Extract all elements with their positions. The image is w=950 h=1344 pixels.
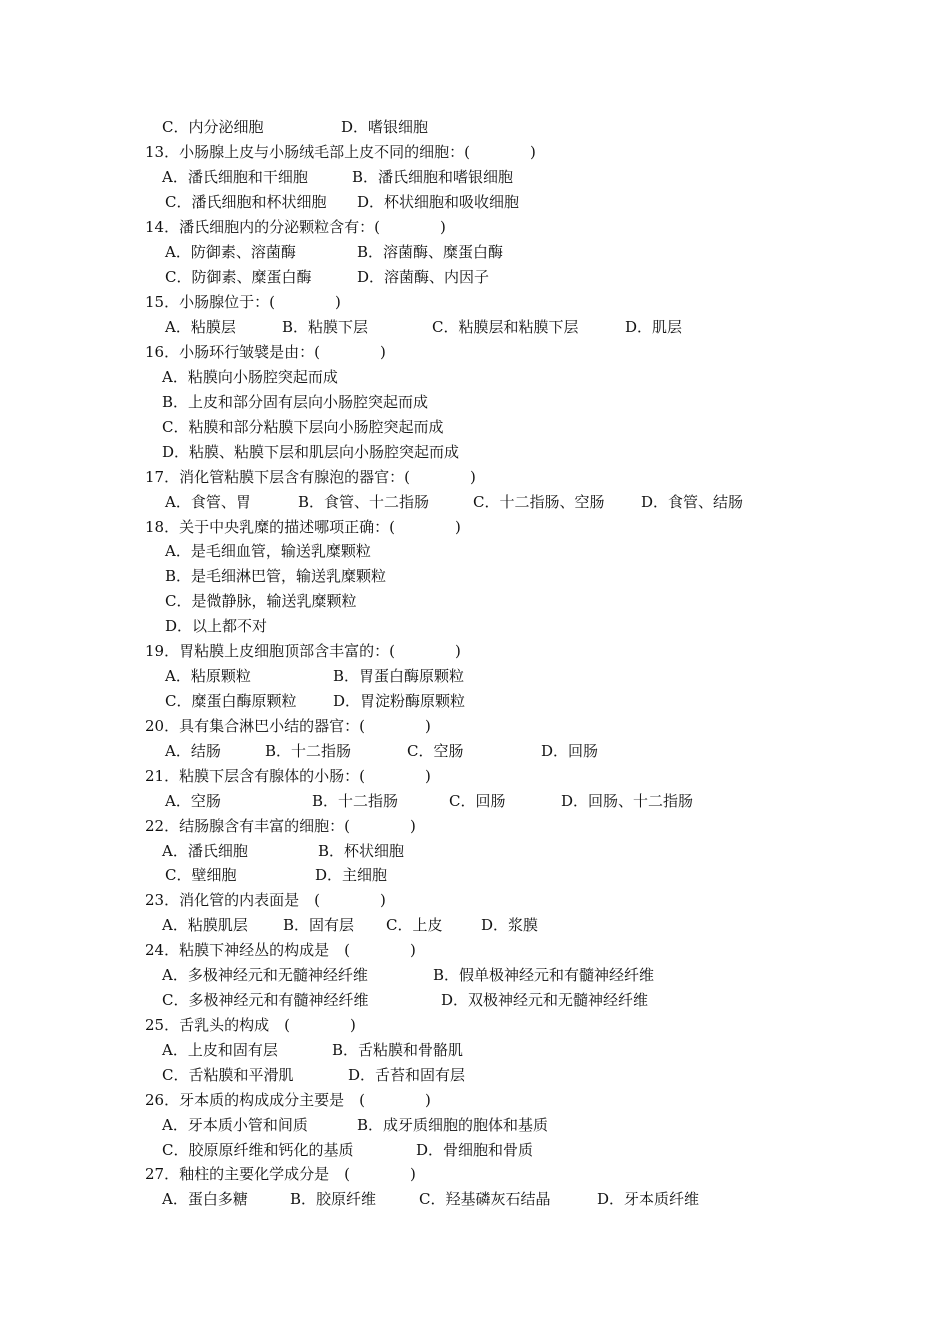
option: B．十二指肠	[312, 792, 399, 810]
option: B．固有层	[283, 916, 355, 934]
option: A．食管、胃	[165, 493, 251, 511]
option: D．舌苔和固有层	[348, 1066, 466, 1084]
option: B．杯状细胞	[318, 842, 405, 860]
option: A．空肠	[165, 792, 221, 810]
option: A．潘氏细胞和干细胞	[162, 168, 308, 186]
option: D．牙本质纤维	[597, 1190, 700, 1208]
option: A．潘氏细胞	[162, 842, 248, 860]
option: C．是微静脉，输送乳糜颗粒	[165, 592, 357, 610]
question-19: 19．胃粘膜上皮细胞顶部含丰富的：( )	[145, 642, 461, 660]
question-16: 16．小肠环行皱襞是由：( )	[145, 343, 386, 361]
option: D．骨细胞和骨质	[416, 1141, 534, 1159]
question-26: 26．牙本质的构成成分主要是 ( )	[145, 1091, 431, 1109]
option: B．假单极神经元和有髓神经纤维	[433, 966, 655, 984]
option: D．嗜银细胞	[341, 118, 429, 136]
option: D．回肠	[541, 742, 599, 760]
option: B．食管、十二指肠	[298, 493, 430, 511]
option: A．粘膜向小肠腔突起而成	[162, 368, 338, 386]
option: A．多极神经元和无髓神经纤维	[162, 966, 368, 984]
option: A．结肠	[165, 742, 221, 760]
option: D．双极神经元和无髓神经纤维	[441, 991, 649, 1009]
option: D．溶菌酶、内因子	[357, 268, 490, 286]
option: C．内分泌细胞	[162, 118, 264, 136]
option: C．十二指肠、空肠	[473, 493, 605, 511]
option: D．杯状细胞和吸收细胞	[357, 193, 520, 211]
option: A．粘原颗粒	[165, 667, 251, 685]
option: C．粘膜层和粘膜下层	[432, 318, 579, 336]
option: C．胶原原纤维和钙化的基质	[162, 1141, 354, 1159]
option: B．胃蛋白酶原颗粒	[333, 667, 465, 685]
option: C．空肠	[407, 742, 464, 760]
option: C．潘氏细胞和杯状细胞	[165, 193, 327, 211]
option: C．糜蛋白酶原颗粒	[165, 692, 297, 710]
option: B．溶菌酶、糜蛋白酶	[357, 243, 504, 261]
option: D．回肠、十二指肠	[561, 792, 694, 810]
question-18: 18．关于中央乳糜的描述哪项正确：( )	[145, 518, 461, 536]
option: A．粘膜肌层	[162, 916, 248, 934]
option: D．主细胞	[315, 866, 388, 884]
option: C．防御素、糜蛋白酶	[165, 268, 312, 286]
question-23: 23．消化管的内表面是 ( )	[145, 891, 386, 909]
option: C．羟基磷灰石结晶	[419, 1190, 551, 1208]
option: D．食管、结肠	[641, 493, 744, 511]
option: A．上皮和固有层	[162, 1041, 278, 1059]
option: B．是毛细淋巴管，输送乳糜颗粒	[165, 567, 387, 585]
question-22: 22．结肠腺含有丰富的细胞：( )	[145, 817, 416, 835]
option: C．粘膜和部分粘膜下层向小肠腔突起而成	[162, 418, 444, 436]
option: B．十二指肠	[265, 742, 352, 760]
option: D．以上都不对	[165, 617, 268, 635]
question-13: 13．小肠腺上皮与小肠绒毛部上皮不同的细胞：( )	[145, 143, 536, 161]
question-24: 24．粘膜下神经丛的构成是 ( )	[145, 941, 416, 959]
question-14: 14．潘氏细胞内的分泌颗粒含有：( )	[145, 218, 446, 236]
option: D．胃淀粉酶原颗粒	[333, 692, 466, 710]
question-25: 25．舌乳头的构成 ( )	[145, 1016, 356, 1034]
option: A．蛋白多糖	[162, 1190, 248, 1208]
option: D．浆膜	[481, 916, 539, 934]
option: B．舌粘膜和骨骼肌	[332, 1041, 464, 1059]
option: A．牙本质小管和间质	[162, 1116, 308, 1134]
option: B．成牙质细胞的胞体和基质	[357, 1116, 549, 1134]
option: B．上皮和部分固有层向小肠腔突起而成	[162, 393, 429, 411]
question-20: 20．具有集合淋巴小结的器官：( )	[145, 717, 431, 735]
option: C．上皮	[386, 916, 443, 934]
question-27: 27．釉柱的主要化学成分是 ( )	[145, 1165, 416, 1183]
question-21: 21．粘膜下层含有腺体的小肠：( )	[145, 767, 431, 785]
option: B．粘膜下层	[282, 318, 369, 336]
option: A．防御素、溶菌酶	[165, 243, 296, 261]
option: A．是毛细血管，输送乳糜颗粒	[165, 542, 371, 560]
option: D．粘膜、粘膜下层和肌层向小肠腔突起而成	[162, 443, 460, 461]
option: B．胶原纤维	[290, 1190, 377, 1208]
question-15: 15．小肠腺位于：( )	[145, 293, 341, 311]
option: D．肌层	[625, 318, 683, 336]
option: A．粘膜层	[165, 318, 236, 336]
question-17: 17．消化管粘膜下层含有腺泡的器官：( )	[145, 468, 476, 486]
option: C．回肠	[449, 792, 506, 810]
option: C．多极神经元和有髓神经纤维	[162, 991, 369, 1009]
option: C．舌粘膜和平滑肌	[162, 1066, 294, 1084]
option: B．潘氏细胞和嗜银细胞	[352, 168, 514, 186]
option: C．壁细胞	[165, 866, 237, 884]
